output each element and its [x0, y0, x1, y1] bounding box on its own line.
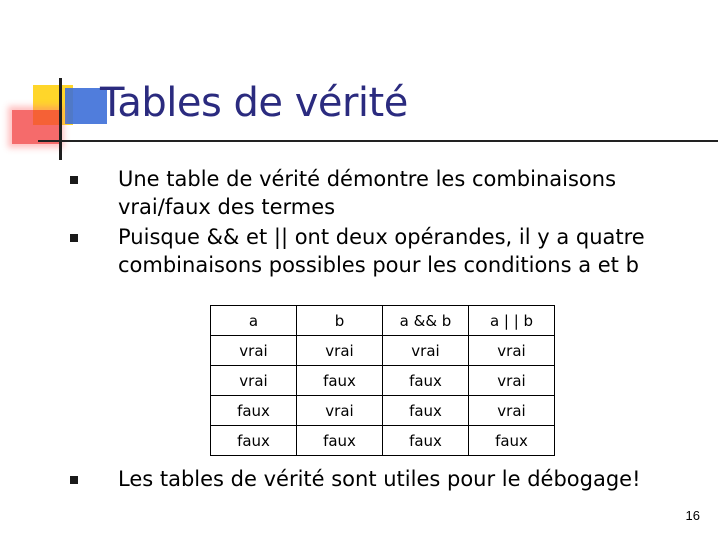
- column-header: a | | b: [469, 306, 555, 336]
- table-row: [211, 366, 555, 396]
- table-row: [211, 336, 555, 366]
- table-row: [211, 426, 555, 456]
- truth-table: [210, 305, 555, 456]
- column-header: b: [297, 306, 383, 336]
- bullet-text: Puisque && et || ont deux opérandes, il y a quatre combinaisons possibles pour les conditions a et b: [118, 225, 645, 277]
- bullet-text: Les tables de vérité sont utiles pour le débogage!: [118, 467, 641, 491]
- table-cell: faux: [297, 426, 383, 456]
- table-cell: faux: [297, 366, 383, 396]
- bullet-item: [70, 223, 690, 279]
- table-cell: vrai: [297, 336, 383, 366]
- slide-title: Tables de vérité: [100, 80, 408, 126]
- title-underline: [38, 140, 718, 142]
- column-header: a && b: [383, 306, 469, 336]
- table-cell: faux: [383, 366, 469, 396]
- table-cell: vrai: [211, 336, 297, 366]
- decorative-red-square: [12, 110, 60, 144]
- bullet-square-icon: [70, 234, 78, 242]
- bullet-square-icon: [70, 176, 78, 184]
- column-header: a: [211, 306, 297, 336]
- table-cell: vrai: [469, 396, 555, 426]
- table-cell: vrai: [469, 366, 555, 396]
- table-cell: faux: [383, 396, 469, 426]
- table-cell: vrai: [469, 336, 555, 366]
- table-row: [211, 396, 555, 426]
- bullet-list: [70, 165, 690, 281]
- bullet-text: Une table de vérité démontre les combinaisons vrai/faux des termes: [118, 167, 617, 219]
- table-cell: vrai: [383, 336, 469, 366]
- bullet-item: [70, 165, 690, 221]
- table-cell: vrai: [211, 366, 297, 396]
- decorative-vertical-line: [59, 78, 62, 160]
- bullet-square-icon: [70, 476, 78, 484]
- bullet-item: [70, 465, 690, 493]
- table-cell: vrai: [297, 396, 383, 426]
- table-cell: faux: [211, 426, 297, 456]
- table-cell: faux: [383, 426, 469, 456]
- table-header-row: [211, 306, 555, 336]
- page-number: 16: [685, 508, 700, 523]
- table-cell: faux: [469, 426, 555, 456]
- table-cell: faux: [211, 396, 297, 426]
